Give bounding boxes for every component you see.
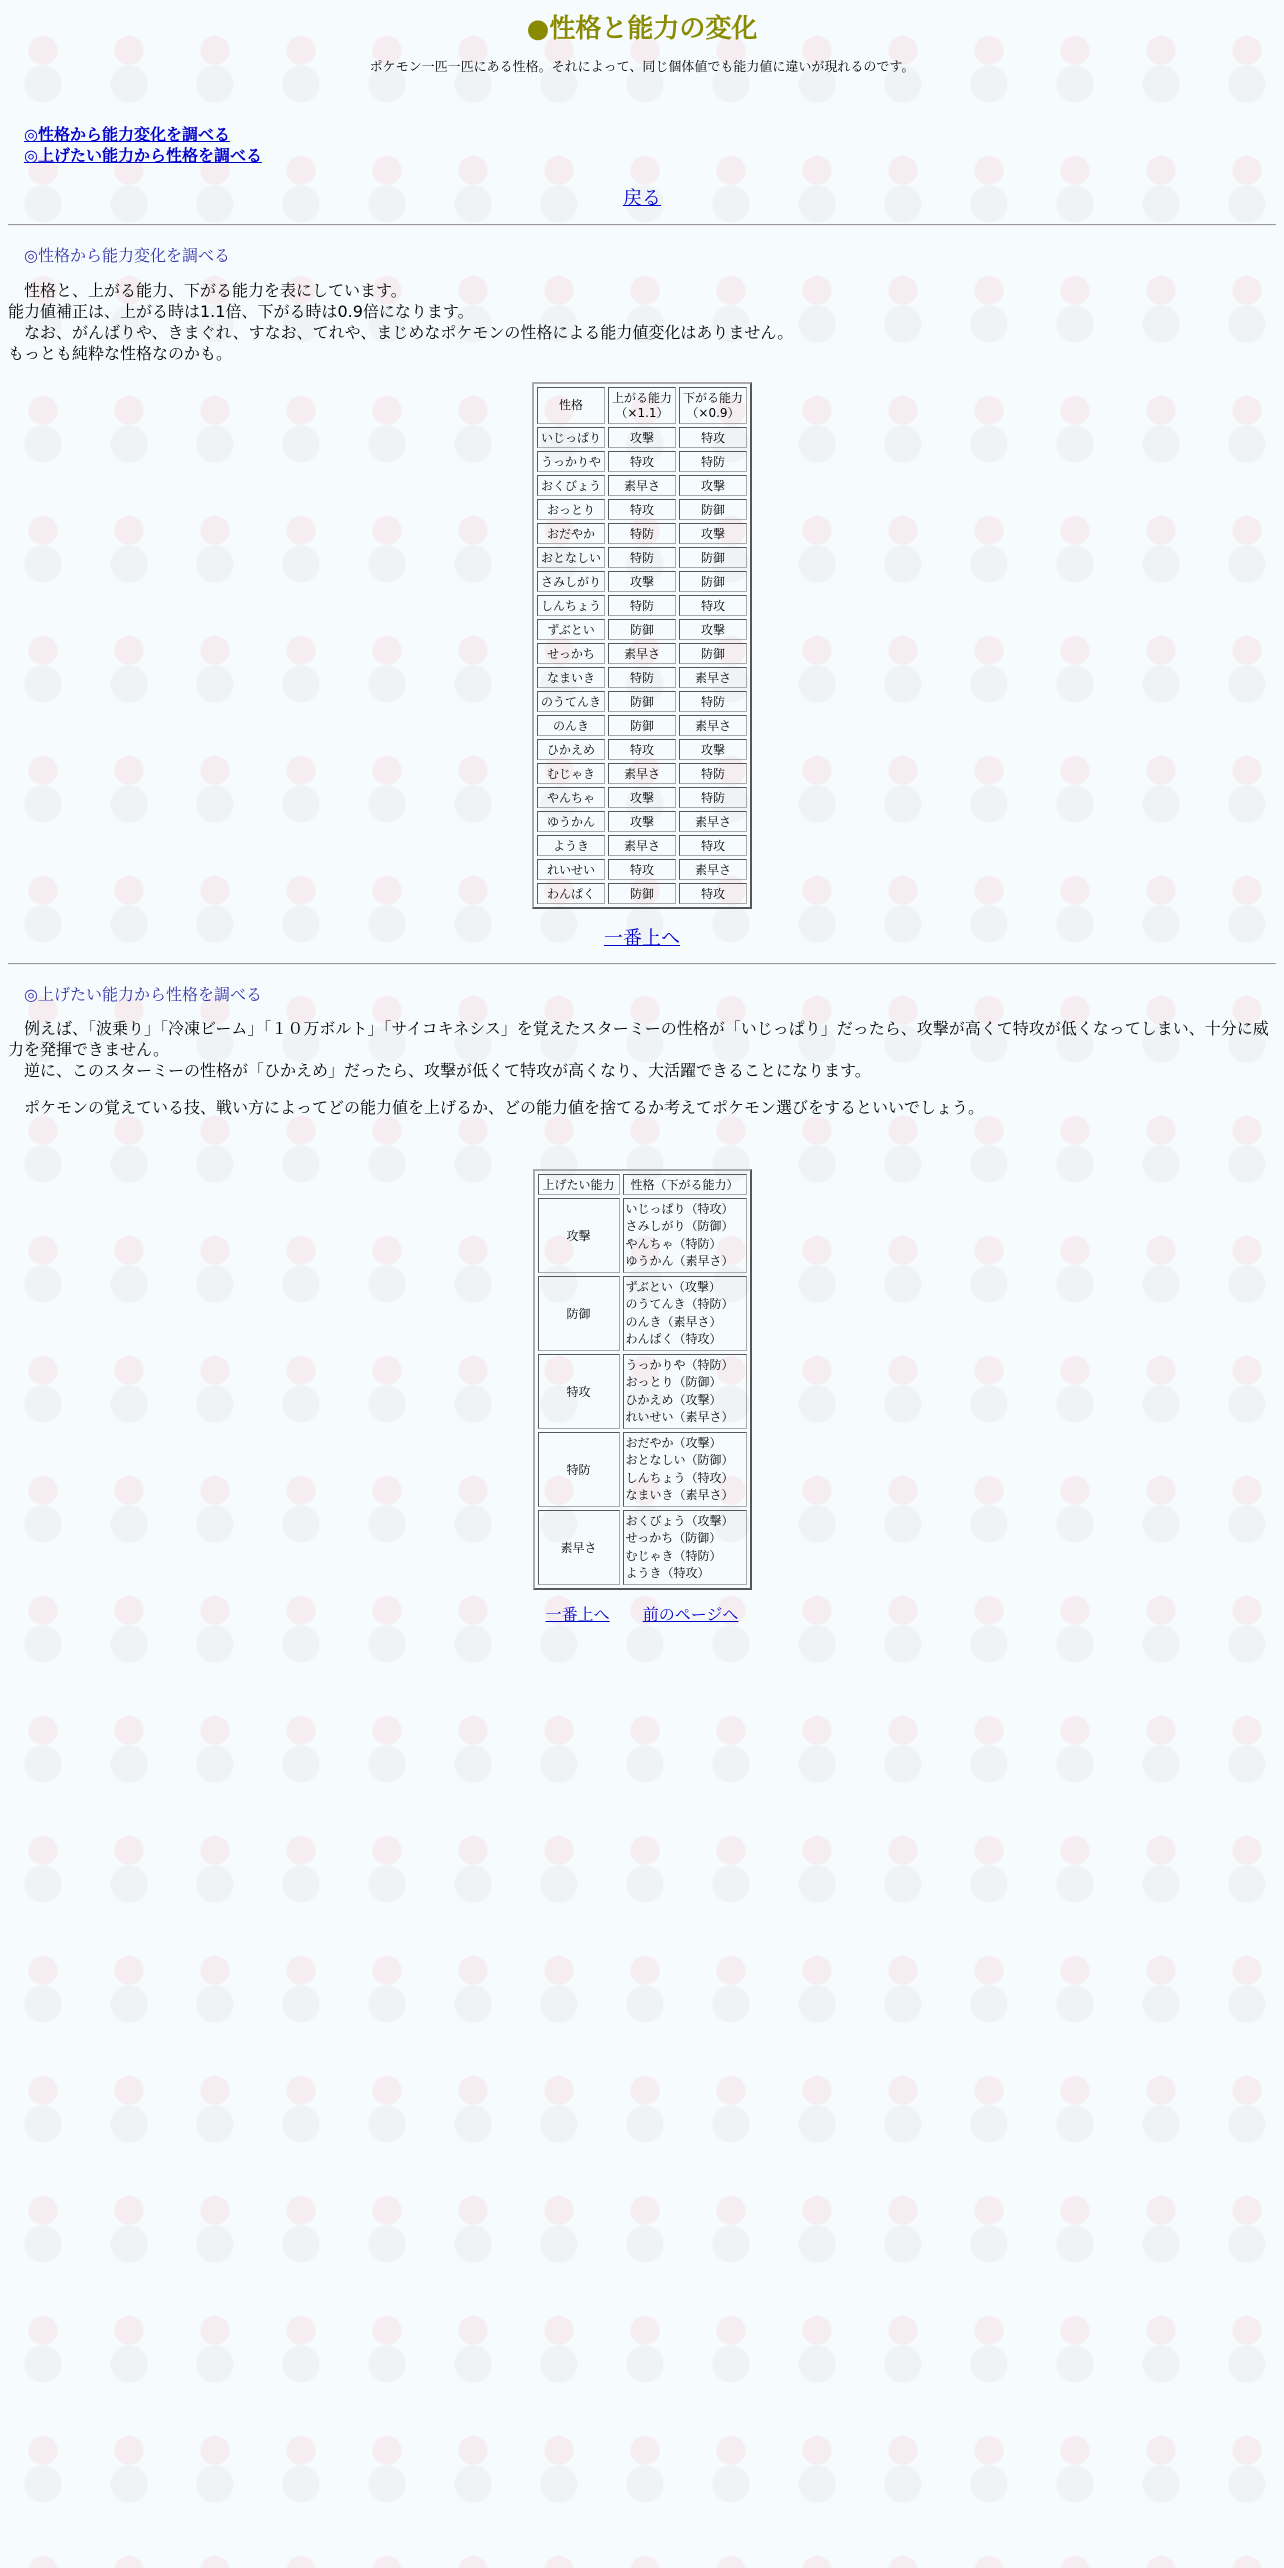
table-row	[538, 1432, 747, 1507]
lowered-stat-cell: 特攻	[679, 427, 747, 448]
target-stat-cell: 素早さ	[538, 1510, 620, 1585]
lowered-stat-cell: 素早さ	[679, 667, 747, 688]
lowered-stat-cell: 防御	[679, 499, 747, 520]
raised-stat-cell: 素早さ	[608, 763, 676, 784]
nature-cell: わんぱく	[537, 883, 605, 904]
nature-table-body	[537, 427, 747, 904]
back-link-row	[0, 183, 1284, 210]
nature-cell: せっかち	[537, 643, 605, 664]
natures-cell: おだやか（攻撃） おとなしい（防御） しんちょう（特攻） なまいき（素早さ）	[623, 1432, 747, 1507]
stat-table-body	[538, 1198, 747, 1585]
table-row	[537, 763, 747, 784]
table-header-row	[537, 387, 747, 424]
lowered-stat-cell: 特攻	[679, 883, 747, 904]
lowered-stat-cell: 攻撃	[679, 475, 747, 496]
lowered-stat-cell: 特防	[679, 691, 747, 712]
lowered-stat-cell: 攻撃	[679, 523, 747, 544]
nature-cell: ゆうかん	[537, 811, 605, 832]
stat-table	[533, 1169, 752, 1590]
lowered-stat-cell: 特攻	[679, 835, 747, 856]
raised-stat-cell: 攻撃	[608, 787, 676, 808]
table-row	[537, 571, 747, 592]
lowered-stat-cell: 攻撃	[679, 619, 747, 640]
stat-table-wrapper	[0, 1169, 1284, 1590]
top-link-row	[0, 923, 1284, 950]
natures-cell: うっかりや（特防） おっとり（防御） ひかえめ（攻撃） れいせい（素早さ）	[623, 1354, 747, 1429]
table-row	[537, 691, 747, 712]
nature-cell: おくびょう	[537, 475, 605, 496]
lowered-stat-cell: 防御	[679, 547, 747, 568]
raised-stat-cell: 特防	[608, 667, 676, 688]
raised-stat-cell: 防御	[608, 715, 676, 736]
lowered-stat-cell: 素早さ	[679, 811, 747, 832]
lowered-stat-cell: 素早さ	[679, 715, 747, 736]
raised-stat-cell: 防御	[608, 619, 676, 640]
table-row	[537, 475, 747, 496]
table-row	[537, 835, 747, 856]
table-row	[537, 811, 747, 832]
back-to-top-link[interactable]: 一番上へ	[603, 927, 680, 949]
lowered-stat-cell: 特防	[679, 763, 747, 784]
natures-cell: ずぶとい（攻撃） のうてんき（特防） のんき（素早さ） わんぱく（特攻）	[623, 1276, 747, 1351]
lowered-stat-cell: 防御	[679, 571, 747, 592]
raised-stat-cell: 特攻	[608, 451, 676, 472]
back-to-top-link-bottom[interactable]: 一番上へ	[545, 1605, 610, 1624]
lowered-stat-cell: 特防	[679, 451, 747, 472]
target-stat-cell: 特防	[538, 1432, 620, 1507]
table-row	[537, 739, 747, 760]
target-stat-cell: 特攻	[538, 1354, 620, 1429]
raised-stat-cell: 防御	[608, 691, 676, 712]
table-row	[537, 451, 747, 472]
table-row	[537, 883, 747, 904]
table-row	[537, 715, 747, 736]
lowered-stat-cell: 特攻	[679, 595, 747, 616]
nature-cell: なまいき	[537, 667, 605, 688]
nature-cell: いじっぱり	[537, 427, 605, 448]
nature-cell: しんちょう	[537, 595, 605, 616]
table-row	[538, 1354, 747, 1429]
nature-cell: おだやか	[537, 523, 605, 544]
page-title: ●性格と能力の変化	[526, 14, 758, 44]
table-row	[537, 643, 747, 664]
section-heading-stat-to-nature: ◎上げたい能力から性格を調べる	[24, 985, 262, 1004]
section-intro-text: 性格と、上がる能力、下がる能力を表にしています。 能力値補正は、上がる時は1.1倍、下がる時は0.9倍になります。 なお、がんばりや、きまぐれ、すなお、てれや、まじめなポケモンの性格による能力値変化はありません。 もっとも純粋な性格なのかも。	[8, 281, 794, 363]
lowered-stat-cell: 攻撃	[679, 739, 747, 760]
table-row	[537, 667, 747, 688]
nature-cell: ひかえめ	[537, 739, 605, 760]
target-stat-cell: 防御	[538, 1276, 620, 1351]
lowered-stat-cell: 素早さ	[679, 859, 747, 880]
raised-stat-cell: 攻撃	[608, 427, 676, 448]
nature-table	[532, 382, 752, 909]
section-heading-nature-to-stat: ◎性格から能力変化を調べる	[24, 246, 230, 265]
lowered-stat-cell: 防御	[679, 643, 747, 664]
table-row	[537, 427, 747, 448]
lowered-stat-cell: 特防	[679, 787, 747, 808]
raised-stat-cell: 攻撃	[608, 571, 676, 592]
natures-cell: おくびょう（攻撃） せっかち（防御） むじゃき（特防） ようき（特攻）	[623, 1510, 747, 1585]
natures-cell: いじっぱり（特攻） さみしがり（防御） やんちゃ（特防） ゆうかん（素早さ）	[623, 1198, 747, 1273]
section-example-text: 例えば、「波乗り」「冷凍ビーム」「１０万ボルト」「サイコキネシス」を覚えたスターミーの性格が「いじっぱり」だったら、攻撃が高くて特攻が低くなってしまい、十分に威力を発揮できません。 逆に、このスターミーの性格が「ひかえめ」だったら、攻撃が低くて特攻が高くなり、大活躍できることになります。	[8, 1019, 1269, 1080]
table-row	[537, 859, 747, 880]
back-link[interactable]: 戻る	[622, 187, 661, 209]
table-row	[537, 595, 747, 616]
raised-stat-cell: 特防	[608, 547, 676, 568]
nature-cell: のうてんき	[537, 691, 605, 712]
header-target-stat: 上げたい能力	[538, 1174, 620, 1195]
nature-cell: おとなしい	[537, 547, 605, 568]
header-raised-stat: 上がる能力（×1.1）	[608, 387, 676, 424]
target-stat-cell: 攻撃	[538, 1198, 620, 1273]
nature-cell: うっかりや	[537, 451, 605, 472]
raised-stat-cell: 素早さ	[608, 835, 676, 856]
bottom-nav	[0, 1602, 1284, 1625]
raised-stat-cell: 特防	[608, 595, 676, 616]
table-row	[537, 787, 747, 808]
table-row	[538, 1198, 747, 1273]
previous-page-link[interactable]: 前のページへ	[642, 1605, 739, 1624]
nature-cell: ようき	[537, 835, 605, 856]
header-natures: 性格（下がる能力）	[623, 1174, 747, 1195]
nature-cell: むじゃき	[537, 763, 605, 784]
divider	[8, 224, 1276, 226]
toc-link-nature-to-stat[interactable]: ◎性格から能力変化を調べる	[24, 125, 230, 144]
table-row	[537, 499, 747, 520]
table-row	[537, 619, 747, 640]
section-advice-text: ポケモンの覚えている技、戦い方によってどの能力値を上げるか、どの能力値を捨てるか考えてポケモン選びをするといいでしょう。	[8, 1098, 985, 1117]
raised-stat-cell: 特攻	[608, 859, 676, 880]
table-row	[538, 1276, 747, 1351]
header-nature: 性格	[537, 387, 605, 424]
raised-stat-cell: 特防	[608, 523, 676, 544]
toc-link-stat-to-nature[interactable]: ◎上げたい能力から性格を調べる	[24, 146, 262, 165]
table-row	[537, 523, 747, 544]
raised-stat-cell: 特攻	[608, 739, 676, 760]
divider	[8, 963, 1276, 965]
raised-stat-cell: 攻撃	[608, 811, 676, 832]
raised-stat-cell: 素早さ	[608, 475, 676, 496]
raised-stat-cell: 素早さ	[608, 643, 676, 664]
table-row	[538, 1510, 747, 1585]
table-row	[537, 547, 747, 568]
nature-cell: さみしがり	[537, 571, 605, 592]
raised-stat-cell: 特攻	[608, 499, 676, 520]
nature-cell: ずぶとい	[537, 619, 605, 640]
table-header-row	[538, 1174, 747, 1195]
nature-cell: れいせい	[537, 859, 605, 880]
table-of-contents	[24, 124, 262, 166]
nature-cell: のんき	[537, 715, 605, 736]
page-subtitle: ポケモン一匹一匹にある性格。それによって、同じ個体値でも能力値に違いが現れるのです。	[369, 60, 915, 75]
header-lowered-stat: 下がる能力（×0.9）	[679, 387, 747, 424]
nature-cell: おっとり	[537, 499, 605, 520]
nature-table-wrapper	[0, 382, 1284, 909]
raised-stat-cell: 防御	[608, 883, 676, 904]
nature-cell: やんちゃ	[537, 787, 605, 808]
